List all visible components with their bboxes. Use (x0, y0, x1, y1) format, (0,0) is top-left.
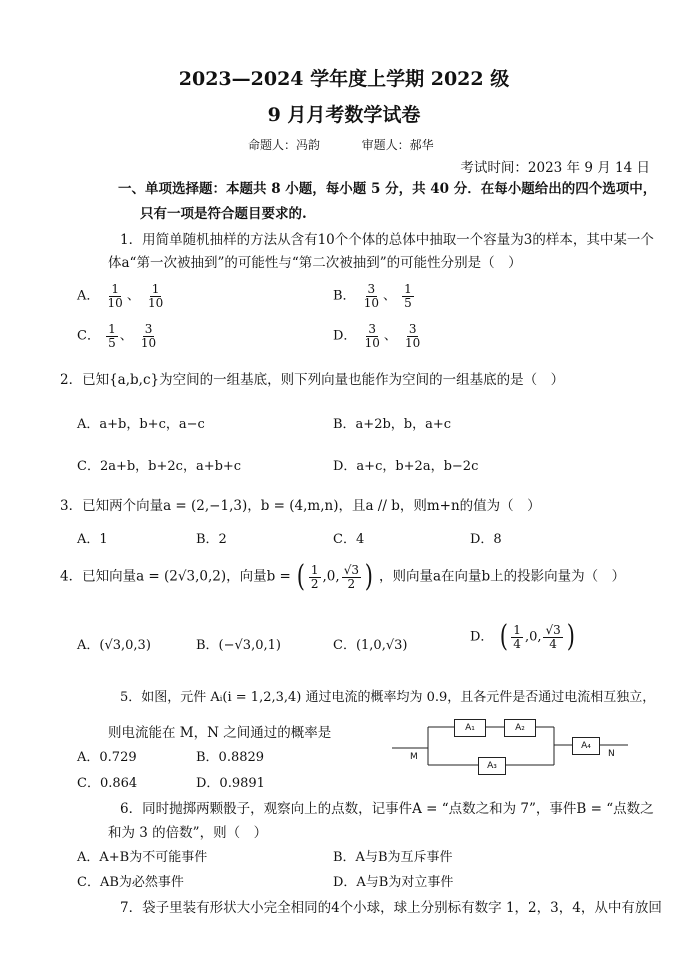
author: 命题人：冯韵 (248, 138, 321, 152)
q1-option-d[interactable]: D． $\frac{3}{10}$ 、 $\frac{3}{10}$ (333, 322, 421, 350)
component-a4: A₄ (572, 737, 600, 755)
q3-stem: 3．已知两个向量a = (2,−1,3)，b = (4,m,n)，且a // b，则m+n的值为（ ） (60, 498, 541, 514)
section1-line1: 一、单项选择题：本题共 8 小题，每小题 5 分，共 40 分．在每小题给出的四个选项中， (118, 181, 657, 197)
q2-option-c[interactable]: C．2a+b，b+2c，a+b+c (77, 459, 242, 474)
q1-option-c[interactable]: C． $\frac{1}{5}$ 、 $\frac{3}{10}$ (77, 322, 157, 350)
q1-line2: 体a“第一次被抽到”的可能性与“第二次被抽到”的可能性分别是（ ） (108, 255, 522, 271)
q4-option-c[interactable]: C．(1,0,√3) (333, 638, 408, 653)
q3-option-a[interactable]: A．1 (77, 532, 108, 547)
exam-title-line1: 2023—2024 学年度上学期 2022 级 (178, 68, 510, 90)
component-a3: A₃ (478, 757, 506, 775)
q2-option-a[interactable]: A．a+b，b+c，a−c (77, 417, 205, 432)
q4-option-a[interactable]: A．(√3,0,3) (77, 638, 151, 653)
q3-option-d[interactable]: D．8 (470, 532, 502, 547)
component-a1: A₁ (454, 719, 486, 737)
q6-line2: 和为 3 的倍数”，则（ ） (108, 825, 268, 841)
q6-option-a[interactable]: A．A+B为不可能事件 (77, 850, 208, 865)
q5-option-c[interactable]: C．0.864 (77, 776, 138, 791)
q1-option-a[interactable]: A． $\frac{1}{10}$ 、 $\frac{1}{10}$ (77, 282, 164, 310)
q2-option-d[interactable]: D．a+c，b+2a，b−2c (333, 459, 479, 474)
q6-option-d[interactable]: D．A与B为对立事件 (333, 875, 454, 890)
q7-line1: 7．袋子里装有形状大小完全相同的4个小球，球上分别标有数字 1，2，3，4，从中有放回 (120, 900, 662, 916)
q5-line2: 则电流能在 M，N 之间通过的概率是 (108, 725, 332, 741)
section1-line2: 只有一项是符合题目要求的. (140, 206, 307, 222)
q5-option-b[interactable]: B．0.8829 (196, 750, 265, 765)
node-n-label: N (608, 749, 615, 759)
circuit-diagram (392, 712, 632, 778)
q1-option-b[interactable]: B． $\frac{3}{10}$ 、 $\frac{1}{5}$ (333, 282, 412, 310)
q3-option-b[interactable]: B．2 (196, 532, 227, 547)
q5-option-a[interactable]: A．0.729 (77, 750, 137, 765)
exam-time: 考试时间：2023 年 9 月 14 日 (460, 160, 650, 176)
component-a2: A₂ (504, 719, 536, 737)
q5-line1: 5．如图，元件 Aᵢ(i = 1,2,3,4) 通过电流的概率均为 0.9，且各元件是否通过电流相互独立， (120, 690, 656, 705)
q4-stem: 4．已知向量a = (2√3,0,2)，向量b = ( $\frac{1}{2}$ ,0, $\frac{√3}{2}$ ) ，则向量a在向量b上的投影向量为（ ） (60, 559, 626, 594)
q4-option-d[interactable]: D． ( $\frac{1}{4}$ ,0, $\frac{√3}{4}$ ) (470, 619, 575, 654)
q6-option-b[interactable]: B．A与B为互斥事件 (333, 850, 453, 865)
node-m-label: M (410, 752, 418, 762)
q2-option-b[interactable]: B．a+2b，b，a+c (333, 417, 452, 432)
q3-option-c[interactable]: C．4 (333, 532, 365, 547)
author-line (248, 136, 434, 153)
q4-option-b[interactable]: B．(−√3,0,1) (196, 638, 281, 653)
q1-line1: 1．用简单随机抽样的方法从含有10个个体的总体中抽取一个容量为3的样本，其中某一个 (120, 232, 654, 248)
q2-stem: 2．已知{a,b,c}为空间的一组基底，则下列向量也能作为空间的一组基底的是（ ） (60, 372, 565, 388)
q6-option-c[interactable]: C．AB为必然事件 (77, 875, 184, 890)
q5-option-d[interactable]: D．0.9891 (196, 776, 265, 791)
q6-line1: 6．同时抛掷两颗骰子，观察向上的点数，记事件A = “点数之和为 7”，事件B = “点数之 (120, 801, 654, 817)
exam-title-line2: 9 月月考数学试卷 (267, 104, 421, 126)
reviewer: 审题人：郝华 (361, 138, 434, 152)
